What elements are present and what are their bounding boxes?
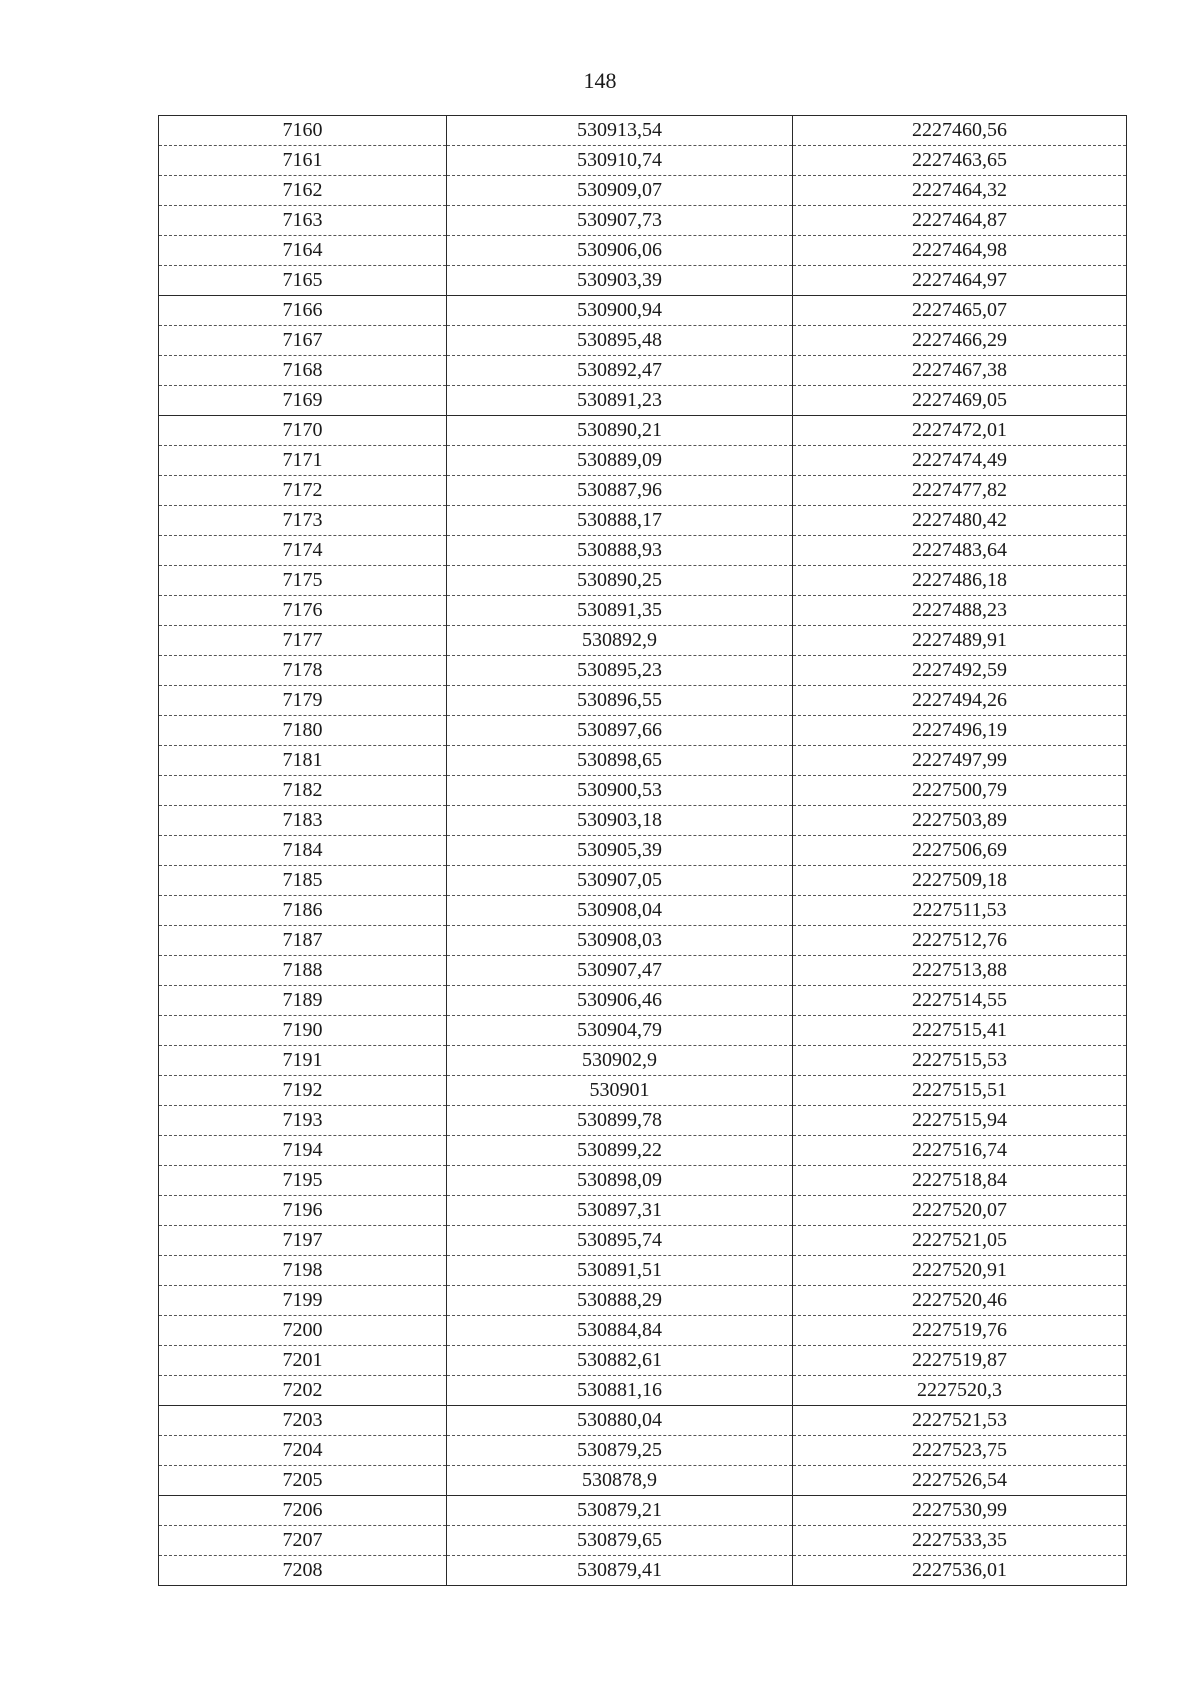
x-coordinate-cell: 530900,53 [447,776,793,806]
table-row [159,1556,1127,1586]
point-number-cell: 7168 [159,356,447,386]
y-coordinate-cell: 2227464,87 [793,206,1127,236]
table-row [159,236,1127,266]
point-number-cell: 7195 [159,1166,447,1196]
x-coordinate-cell: 530909,07 [447,176,793,206]
x-coordinate-cell: 530889,09 [447,446,793,476]
x-coordinate-cell: 530903,39 [447,266,793,296]
x-coordinate-cell: 530901 [447,1076,793,1106]
point-number-cell: 7184 [159,836,447,866]
table-row [159,1136,1127,1166]
x-coordinate-cell: 530903,18 [447,806,793,836]
y-coordinate-cell: 2227509,18 [793,866,1127,896]
y-coordinate-cell: 2227464,98 [793,236,1127,266]
table-row [159,446,1127,476]
table-row [159,116,1127,146]
y-coordinate-cell: 2227480,42 [793,506,1127,536]
point-number-cell: 7187 [159,926,447,956]
x-coordinate-cell: 530908,04 [447,896,793,926]
point-number-cell: 7171 [159,446,447,476]
y-coordinate-cell: 2227486,18 [793,566,1127,596]
table-row [159,806,1127,836]
point-number-cell: 7196 [159,1196,447,1226]
y-coordinate-cell: 2227488,23 [793,596,1127,626]
point-number-cell: 7204 [159,1436,447,1466]
y-coordinate-cell: 2227523,75 [793,1436,1127,1466]
point-number-cell: 7205 [159,1466,447,1496]
x-coordinate-cell: 530900,94 [447,296,793,326]
x-coordinate-cell: 530907,47 [447,956,793,986]
table-row [159,326,1127,356]
table-row [159,866,1127,896]
y-coordinate-cell: 2227489,91 [793,626,1127,656]
x-coordinate-cell: 530897,31 [447,1196,793,1226]
x-coordinate-cell: 530907,05 [447,866,793,896]
x-coordinate-cell: 530882,61 [447,1346,793,1376]
y-coordinate-cell: 2227511,53 [793,896,1127,926]
table-row [159,716,1127,746]
x-coordinate-cell: 530902,9 [447,1046,793,1076]
y-coordinate-cell: 2227530,99 [793,1496,1127,1526]
y-coordinate-cell: 2227515,51 [793,1076,1127,1106]
table-row [159,566,1127,596]
point-number-cell: 7172 [159,476,447,506]
point-number-cell: 7181 [159,746,447,776]
x-coordinate-cell: 530891,35 [447,596,793,626]
point-number-cell: 7166 [159,296,447,326]
table-row [159,1166,1127,1196]
table-row [159,176,1127,206]
point-number-cell: 7165 [159,266,447,296]
table-row [159,1526,1127,1556]
x-coordinate-cell: 530888,93 [447,536,793,566]
point-number-cell: 7173 [159,506,447,536]
coordinates-table-body [159,116,1127,1586]
table-row [159,686,1127,716]
y-coordinate-cell: 2227520,46 [793,1286,1127,1316]
x-coordinate-cell: 530895,23 [447,656,793,686]
point-number-cell: 7163 [159,206,447,236]
point-number-cell: 7170 [159,416,447,446]
coordinates-table [158,115,1127,1586]
x-coordinate-cell: 530910,74 [447,146,793,176]
y-coordinate-cell: 2227526,54 [793,1466,1127,1496]
x-coordinate-cell: 530898,09 [447,1166,793,1196]
page-number: 148 [583,68,617,93]
table-row [159,536,1127,566]
point-number-cell: 7183 [159,806,447,836]
x-coordinate-cell: 530878,9 [447,1466,793,1496]
table-row [159,1346,1127,1376]
x-coordinate-cell: 530891,23 [447,386,793,416]
y-coordinate-cell: 2227520,3 [793,1376,1127,1406]
table-row [159,506,1127,536]
x-coordinate-cell: 530895,48 [447,326,793,356]
point-number-cell: 7162 [159,176,447,206]
y-coordinate-cell: 2227533,35 [793,1526,1127,1556]
point-number-cell: 7180 [159,716,447,746]
y-coordinate-cell: 2227516,74 [793,1136,1127,1166]
y-coordinate-cell: 2227494,26 [793,686,1127,716]
table-row [159,416,1127,446]
y-coordinate-cell: 2227483,64 [793,536,1127,566]
point-number-cell: 7190 [159,1016,447,1046]
point-number-cell: 7185 [159,866,447,896]
table-row [159,1316,1127,1346]
point-number-cell: 7175 [159,566,447,596]
table-row [159,986,1127,1016]
y-coordinate-cell: 2227469,05 [793,386,1127,416]
y-coordinate-cell: 2227474,49 [793,446,1127,476]
x-coordinate-cell: 530879,65 [447,1526,793,1556]
point-number-cell: 7178 [159,656,447,686]
point-number-cell: 7208 [159,1556,447,1586]
table-row [159,1256,1127,1286]
table-row [159,1106,1127,1136]
y-coordinate-cell: 2227464,32 [793,176,1127,206]
y-coordinate-cell: 2227520,91 [793,1256,1127,1286]
x-coordinate-cell: 530906,06 [447,236,793,266]
table-row [159,1436,1127,1466]
table-row [159,1046,1127,1076]
point-number-cell: 7206 [159,1496,447,1526]
x-coordinate-cell: 530888,29 [447,1286,793,1316]
point-number-cell: 7160 [159,116,447,146]
y-coordinate-cell: 2227465,07 [793,296,1127,326]
y-coordinate-cell: 2227500,79 [793,776,1127,806]
point-number-cell: 7182 [159,776,447,806]
point-number-cell: 7198 [159,1256,447,1286]
point-number-cell: 7161 [159,146,447,176]
point-number-cell: 7191 [159,1046,447,1076]
y-coordinate-cell: 2227497,99 [793,746,1127,776]
y-coordinate-cell: 2227512,76 [793,926,1127,956]
x-coordinate-cell: 530904,79 [447,1016,793,1046]
x-coordinate-cell: 530890,25 [447,566,793,596]
x-coordinate-cell: 530899,22 [447,1136,793,1166]
point-number-cell: 7207 [159,1526,447,1556]
y-coordinate-cell: 2227536,01 [793,1556,1127,1586]
y-coordinate-cell: 2227492,59 [793,656,1127,686]
point-number-cell: 7174 [159,536,447,566]
point-number-cell: 7164 [159,236,447,266]
table-row [159,1076,1127,1106]
y-coordinate-cell: 2227515,94 [793,1106,1127,1136]
table-row [159,146,1127,176]
point-number-cell: 7199 [159,1286,447,1316]
y-coordinate-cell: 2227464,97 [793,266,1127,296]
point-number-cell: 7203 [159,1406,447,1436]
table-row [159,1196,1127,1226]
x-coordinate-cell: 530880,04 [447,1406,793,1436]
point-number-cell: 7176 [159,596,447,626]
x-coordinate-cell: 530895,74 [447,1226,793,1256]
x-coordinate-cell: 530888,17 [447,506,793,536]
y-coordinate-cell: 2227518,84 [793,1166,1127,1196]
table-row [159,386,1127,416]
x-coordinate-cell: 530899,78 [447,1106,793,1136]
table-row [159,1496,1127,1526]
y-coordinate-cell: 2227513,88 [793,956,1127,986]
x-coordinate-cell: 530896,55 [447,686,793,716]
point-number-cell: 7192 [159,1076,447,1106]
y-coordinate-cell: 2227463,65 [793,146,1127,176]
y-coordinate-cell: 2227515,53 [793,1046,1127,1076]
x-coordinate-cell: 530879,21 [447,1496,793,1526]
y-coordinate-cell: 2227496,19 [793,716,1127,746]
point-number-cell: 7189 [159,986,447,1016]
y-coordinate-cell: 2227514,55 [793,986,1127,1016]
x-coordinate-cell: 530881,16 [447,1376,793,1406]
y-coordinate-cell: 2227472,01 [793,416,1127,446]
table-row [159,596,1127,626]
table-row [159,626,1127,656]
y-coordinate-cell: 2227477,82 [793,476,1127,506]
table-row [159,956,1127,986]
x-coordinate-cell: 530897,66 [447,716,793,746]
x-coordinate-cell: 530891,51 [447,1256,793,1286]
x-coordinate-cell: 530908,03 [447,926,793,956]
point-number-cell: 7194 [159,1136,447,1166]
x-coordinate-cell: 530906,46 [447,986,793,1016]
point-number-cell: 7202 [159,1376,447,1406]
table-row [159,926,1127,956]
point-number-cell: 7193 [159,1106,447,1136]
y-coordinate-cell: 2227520,07 [793,1196,1127,1226]
table-row [159,776,1127,806]
table-row [159,266,1127,296]
y-coordinate-cell: 2227521,53 [793,1406,1127,1436]
point-number-cell: 7167 [159,326,447,356]
x-coordinate-cell: 530898,65 [447,746,793,776]
point-number-cell: 7188 [159,956,447,986]
table-row [159,1286,1127,1316]
point-number-cell: 7177 [159,626,447,656]
table-row [159,1376,1127,1406]
point-number-cell: 7169 [159,386,447,416]
table-row [159,1466,1127,1496]
table-row [159,1016,1127,1046]
point-number-cell: 7179 [159,686,447,716]
x-coordinate-cell: 530884,84 [447,1316,793,1346]
y-coordinate-cell: 2227460,56 [793,116,1127,146]
table-row [159,1226,1127,1256]
y-coordinate-cell: 2227503,89 [793,806,1127,836]
y-coordinate-cell: 2227519,76 [793,1316,1127,1346]
point-number-cell: 7201 [159,1346,447,1376]
table-row [159,356,1127,386]
point-number-cell: 7200 [159,1316,447,1346]
x-coordinate-cell: 530892,47 [447,356,793,386]
table-row [159,476,1127,506]
x-coordinate-cell: 530879,41 [447,1556,793,1586]
y-coordinate-cell: 2227521,05 [793,1226,1127,1256]
point-number-cell: 7197 [159,1226,447,1256]
table-row [159,656,1127,686]
point-number-cell: 7186 [159,896,447,926]
x-coordinate-cell: 530913,54 [447,116,793,146]
x-coordinate-cell: 530879,25 [447,1436,793,1466]
table-row [159,206,1127,236]
table-row [159,296,1127,326]
table-row [159,896,1127,926]
table-row [159,1406,1127,1436]
x-coordinate-cell: 530887,96 [447,476,793,506]
x-coordinate-cell: 530890,21 [447,416,793,446]
x-coordinate-cell: 530905,39 [447,836,793,866]
table-row [159,746,1127,776]
y-coordinate-cell: 2227515,41 [793,1016,1127,1046]
y-coordinate-cell: 2227519,87 [793,1346,1127,1376]
x-coordinate-cell: 530892,9 [447,626,793,656]
y-coordinate-cell: 2227466,29 [793,326,1127,356]
x-coordinate-cell: 530907,73 [447,206,793,236]
y-coordinate-cell: 2227467,38 [793,356,1127,386]
y-coordinate-cell: 2227506,69 [793,836,1127,866]
table-row [159,836,1127,866]
